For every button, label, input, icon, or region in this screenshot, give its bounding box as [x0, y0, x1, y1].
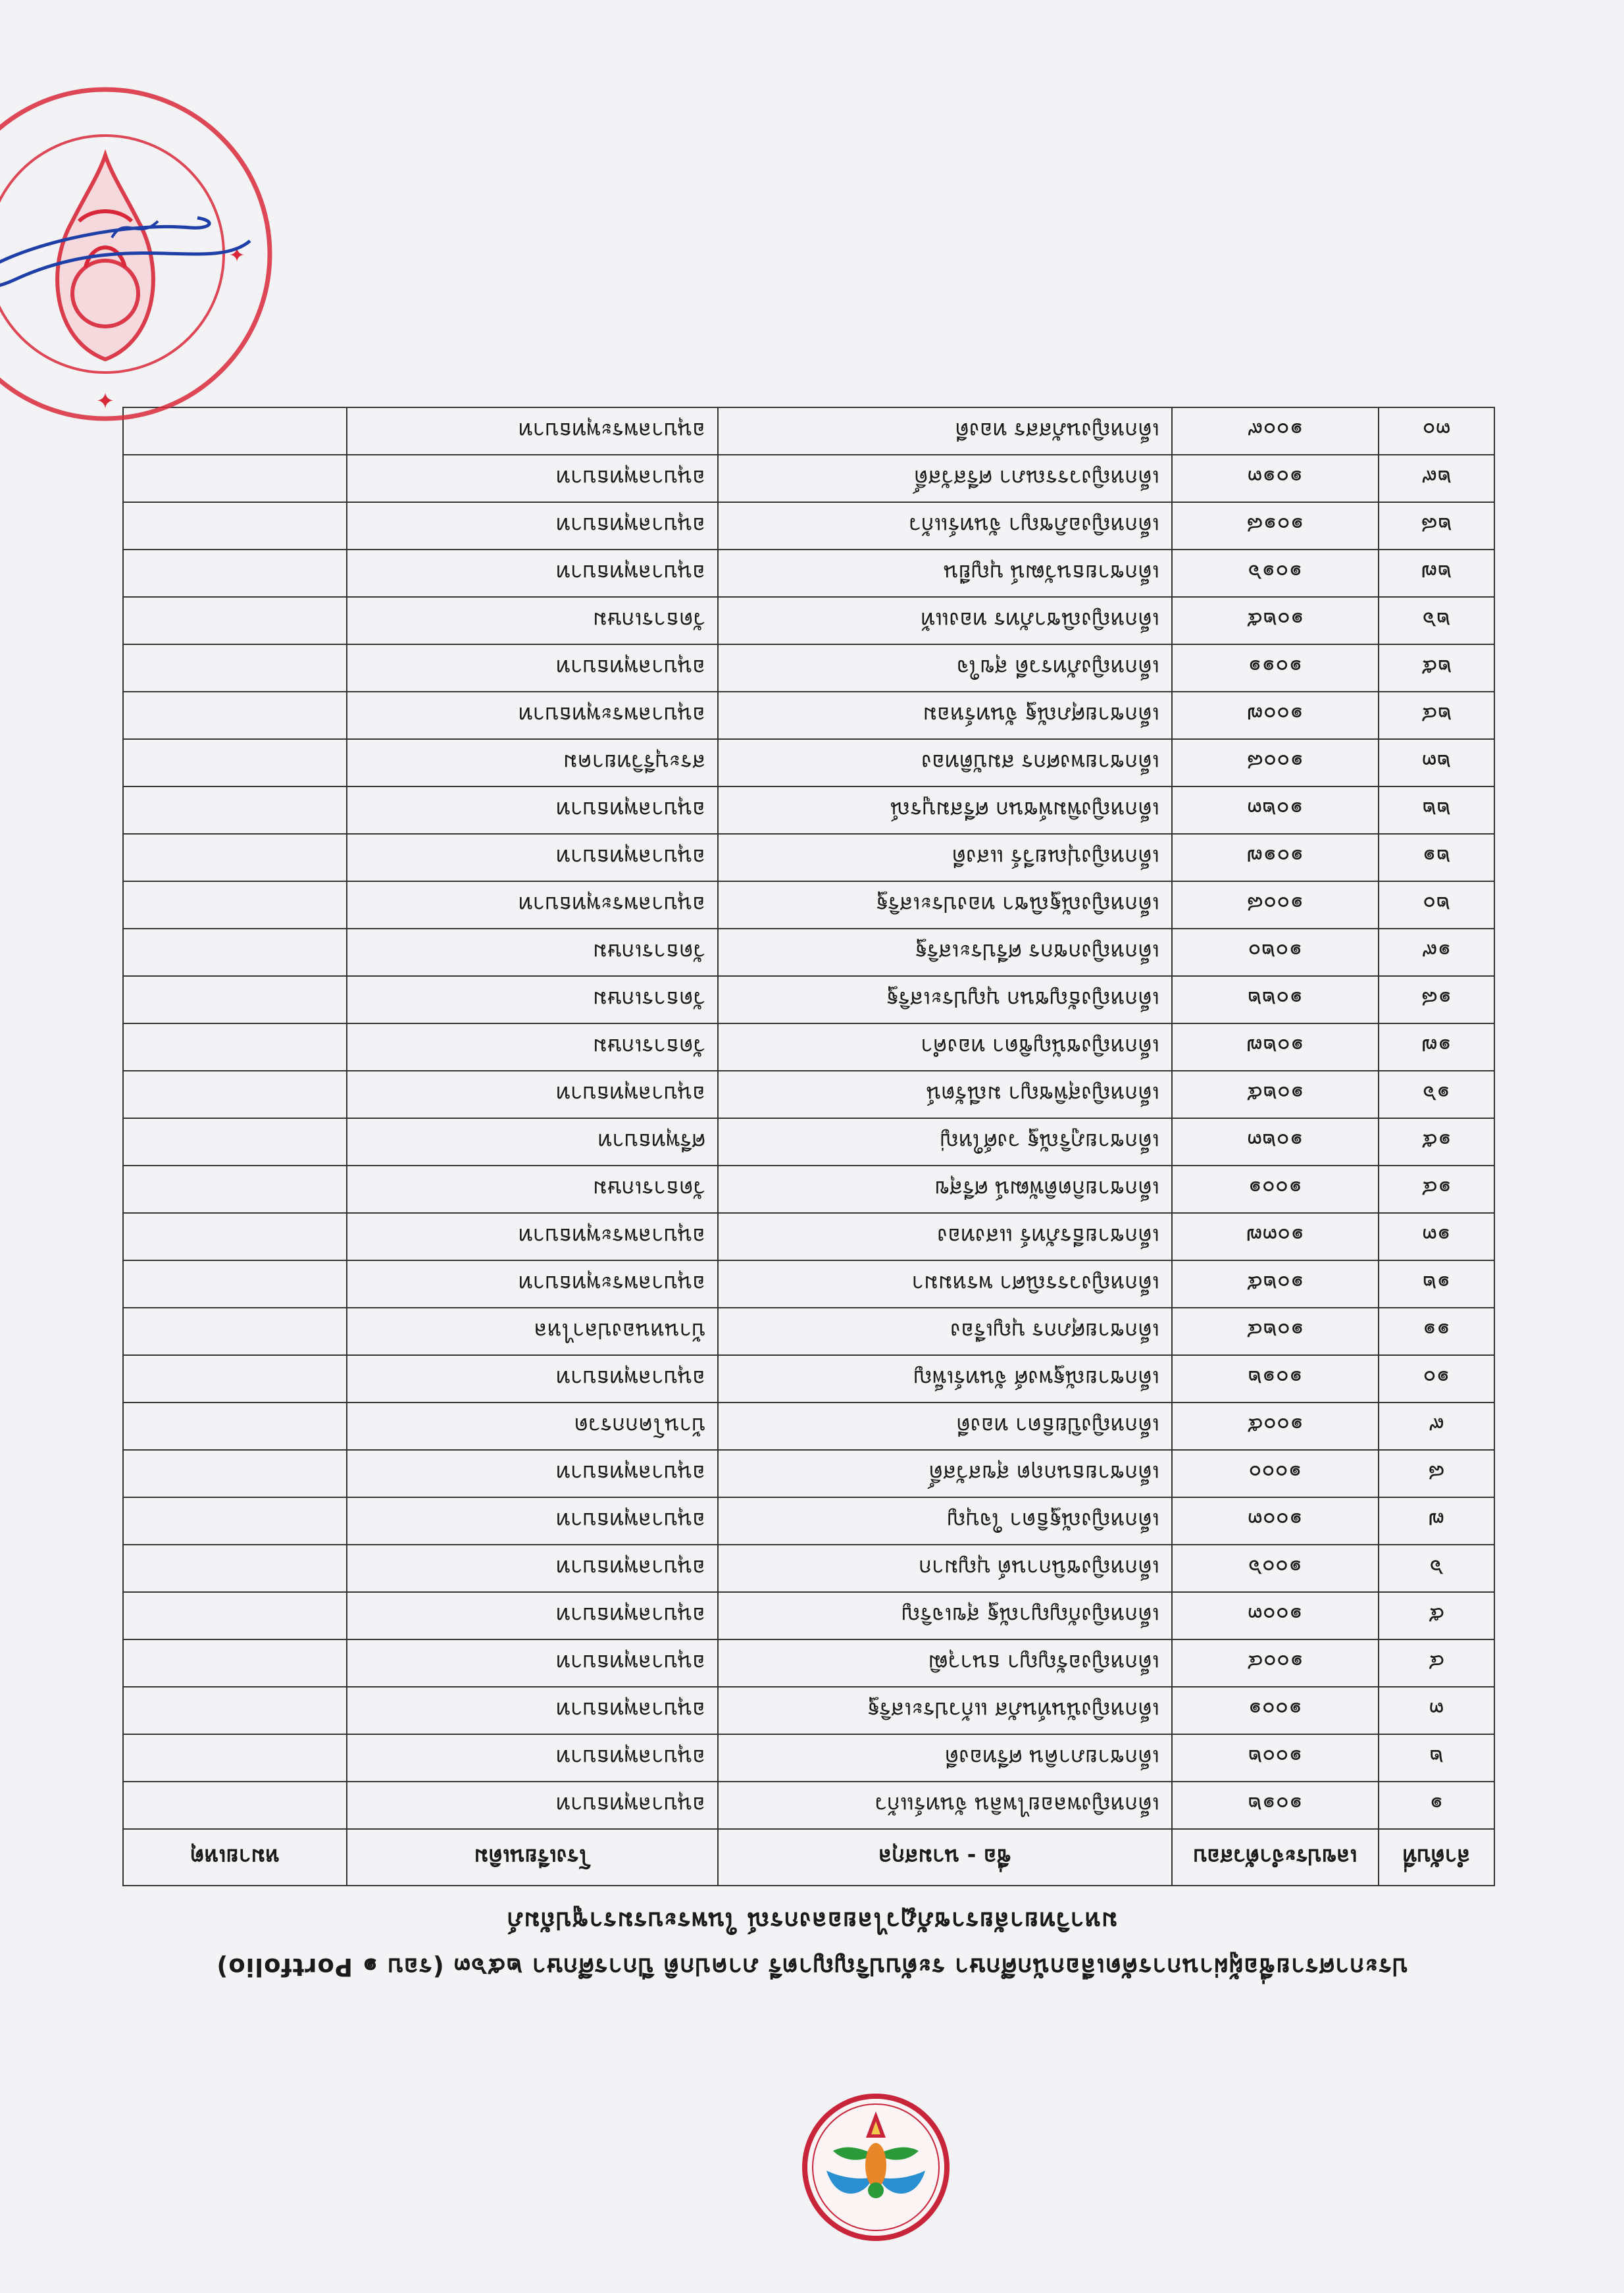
cell-school: วัดธารเกษม [347, 597, 718, 644]
cell-exam-id: ๑๐๒๓ [1172, 1118, 1379, 1166]
cell-note [123, 1308, 347, 1355]
cell-exam-id: ๑๐๐๘ [1172, 881, 1379, 929]
table-row [123, 1071, 1494, 1118]
cell-school: อนุบาลพุทธบาท [347, 1497, 718, 1545]
cell-name: เด็กหญิงธัญชนก บุญประเสริฐ [718, 976, 1172, 1023]
cell-no: ๒๙ [1379, 455, 1494, 502]
cell-name: เด็กชายภูริณัฐ วงศ์ใหญ่ [718, 1118, 1172, 1166]
table-row [123, 739, 1494, 786]
cell-no: ๒๗ [1379, 550, 1494, 597]
cell-no: ๑๔ [1379, 1166, 1494, 1213]
cell-exam-id: ๑๐๐๗ [1172, 692, 1379, 739]
cell-name: เด็กชายศุภกร บุญเรือง [718, 1308, 1172, 1355]
cell-name: เด็กหญิงชนิกานต์ บุญมาก [718, 1545, 1172, 1592]
table-row [123, 692, 1494, 739]
cell-note [123, 1166, 347, 1213]
cell-school: บ้านหนองปลาไหล [347, 1308, 718, 1355]
cell-school: อนุบาลพุทธบาท [347, 1450, 718, 1497]
cell-school: วัดธารเกษม [347, 1166, 718, 1213]
cell-school: อนุบาลพระพุทธบาท [347, 1213, 718, 1260]
page-title: ประกาศรายชื่อผู้ผ่านการคัดเลือกนักศึกษา ระดับปริญญาตรี ภาคปกติ ปีการศึกษา ๒๕๖๓ (รอบ ๑ Portfolio) [216, 1953, 1408, 1981]
cell-exam-id: ๑๐๒๕ [1172, 1071, 1379, 1118]
cell-note [123, 739, 347, 786]
svg-text:✦: ✦ [228, 242, 245, 265]
cell-note [123, 1497, 347, 1545]
cell-exam-id: ๑๐๒๗ [1172, 1023, 1379, 1071]
cell-name: เด็กหญิงชนัญชิดา ทองคำ [718, 1023, 1172, 1071]
cell-exam-id: ๑๐๒๓ [1172, 786, 1379, 834]
cell-exam-id: ๑๐๑๖ [1172, 550, 1379, 597]
table-row [123, 1403, 1494, 1450]
cell-exam-id: ๑๐๒๕ [1172, 597, 1379, 644]
cell-name: เด็กหญิงพลอยไพลิน จันทร์แก้ว [718, 1782, 1172, 1829]
cell-name: เด็กหญิงปิยธิดา ทองดี [718, 1403, 1172, 1450]
school-emblem-icon [800, 2092, 952, 2243]
cell-name: เด็กชายกิตติพัฒน์ ศรีสุข [718, 1166, 1172, 1213]
table-row [123, 1450, 1494, 1497]
cell-exam-id: ๑๐๒๔ [1172, 1308, 1379, 1355]
table-row [123, 1639, 1494, 1687]
cell-exam-id: ๑๐๐๒ [1172, 1734, 1379, 1782]
cell-exam-id: ๑๐๐๔ [1172, 1639, 1379, 1687]
cell-exam-id: ๑๐๓๗ [1172, 1213, 1379, 1260]
cell-no: ๒๔ [1379, 692, 1494, 739]
cell-no: ๒๓ [1379, 739, 1494, 786]
cell-no: ๒๐ [1379, 881, 1494, 929]
table-row [123, 881, 1494, 929]
cell-name: เด็กหญิงนันท์นภัส แก้วประเสริฐ [718, 1687, 1172, 1734]
cell-exam-id: ๑๐๐๘ [1172, 739, 1379, 786]
cell-note [123, 881, 347, 929]
column-header-name: ชื่อ - นามสกุล [718, 1829, 1172, 1886]
cell-note [123, 1403, 347, 1450]
table-row [123, 502, 1494, 550]
cell-exam-id: ๑๐๒๕ [1172, 1260, 1379, 1308]
cell-exam-id: ๑๐๐๙ [1172, 407, 1379, 455]
cell-no: ๙ [1379, 1403, 1494, 1450]
cell-exam-id: ๑๐๐๕ [1172, 1403, 1379, 1450]
column-header-note: หมายเหตุ [123, 1829, 347, 1886]
table-row [123, 1355, 1494, 1403]
cell-name: เด็กชายธีรภัทร์ แสงทอง [718, 1213, 1172, 1260]
cell-school: อนุบาลพุทธบาท [347, 786, 718, 834]
cell-name: เด็กหญิงณิชาภัทร ทองแท้ [718, 597, 1172, 644]
cell-school: อนุบาลพุทธบาท [347, 1639, 718, 1687]
table-row [123, 1497, 1494, 1545]
table-row [123, 1545, 1494, 1592]
column-header-exam-id: เลขประจำตัวสอบ [1172, 1829, 1379, 1886]
cell-no: ๒ [1379, 1734, 1494, 1782]
table-row [123, 1118, 1494, 1166]
cell-note [123, 1734, 347, 1782]
cell-exam-id: ๑๐๑๓ [1172, 455, 1379, 502]
cell-school: สระบุรีวิทยาคม [347, 739, 718, 786]
cell-no: ๑๒ [1379, 1260, 1494, 1308]
table-header-row [123, 1829, 1494, 1886]
cell-school: อนุบาลพุทธบาท [347, 1545, 718, 1592]
cell-name: เด็กหญิงพิมพ์ชนก ศรีสมบูรณ์ [718, 786, 1172, 834]
cell-note [123, 1450, 347, 1497]
cell-school: วัดธารเกษม [347, 976, 718, 1023]
cell-exam-id: ๑๐๐๑ [1172, 1166, 1379, 1213]
cell-no: ๑๕ [1379, 1118, 1494, 1166]
cell-school: อนุบาลพระพุทธบาท [347, 692, 718, 739]
cell-name: เด็กหญิงภัทรวดี สุขใจ [718, 644, 1172, 692]
cell-note [123, 786, 347, 834]
cell-school: อนุบาลพุทธบาท [347, 644, 718, 692]
cell-school: อนุบาลพระพุทธบาท [347, 881, 718, 929]
cell-note [123, 597, 347, 644]
cell-no: ๓๐ [1379, 407, 1494, 455]
cell-exam-id: ๑๐๐๐ [1172, 1450, 1379, 1497]
cell-note [123, 644, 347, 692]
column-header-school: โรงเรียนเดิม [347, 1829, 718, 1886]
cell-note [123, 834, 347, 881]
cell-exam-id: ๑๐๑๒ [1172, 1355, 1379, 1403]
student-list-table [122, 407, 1495, 1886]
cell-note [123, 1639, 347, 1687]
cell-name: เด็กชายณัฐพงศ์ จันทร์เพ็ญ [718, 1355, 1172, 1403]
cell-note [123, 1592, 347, 1639]
table-row [123, 1023, 1494, 1071]
table-row [123, 407, 1494, 455]
cell-name: เด็กหญิงกชกร ศรีประเสริฐ [718, 929, 1172, 976]
cell-name: เด็กหญิงปุณยวีร์ แสงดี [718, 834, 1172, 881]
cell-school: อนุบาลพุทธบาท [347, 1687, 718, 1734]
table-row [123, 597, 1494, 644]
column-header-no: ลำดับที่ [1379, 1829, 1494, 1886]
cell-exam-id: ๑๐๐๓ [1172, 1497, 1379, 1545]
table-row [123, 1308, 1494, 1355]
cell-name: เด็กหญิงณัฐณิชา ทองประเสริฐ [718, 881, 1172, 929]
cell-no: ๑๑ [1379, 1308, 1494, 1355]
cell-school: อนุบาลพุทธบาท [347, 1071, 718, 1118]
cell-name: เด็กชายธนกฤต สุขสวัสดิ์ [718, 1450, 1172, 1497]
cell-note [123, 1071, 347, 1118]
cell-no: ๗ [1379, 1497, 1494, 1545]
table-row [123, 1166, 1494, 1213]
cell-exam-id: ๑๐๒๐ [1172, 929, 1379, 976]
cell-note [123, 976, 347, 1023]
cell-exam-id: ๑๐๒๒ [1172, 976, 1379, 1023]
cell-school: อนุบาลพุทธบาท [347, 502, 718, 550]
cell-no: ๑๓ [1379, 1213, 1494, 1260]
table-row [123, 1260, 1494, 1308]
cell-school: ศรีพุทธบาท [347, 1118, 718, 1166]
cell-no: ๔ [1379, 1639, 1494, 1687]
cell-school: อนุบาลพุทธบาท [347, 550, 718, 597]
cell-no: ๑๙ [1379, 929, 1494, 976]
cell-school: บ้านโคกกรวด [347, 1403, 718, 1450]
cell-exam-id: ๑๐๑๗ [1172, 834, 1379, 881]
cell-name: เด็กหญิงกัญญาณัฐ สุขเจริญ [718, 1592, 1172, 1639]
table-row [123, 1213, 1494, 1260]
cell-no: ๒๕ [1379, 644, 1494, 692]
cell-note [123, 1023, 347, 1071]
cell-note [123, 929, 347, 976]
cell-school: อนุบาลพุทธบาท [347, 1782, 718, 1829]
cell-note [123, 550, 347, 597]
cell-exam-id: ๑๐๐๓ [1172, 1592, 1379, 1639]
cell-name: เด็กหญิงนภัสสร ทองดี [718, 407, 1172, 455]
cell-name: เด็กหญิงอภิชญา จันทร์แก้ว [718, 502, 1172, 550]
table-row [123, 786, 1494, 834]
cell-note [123, 502, 347, 550]
cell-no: ๖ [1379, 1545, 1494, 1592]
cell-name: เด็กหญิงณัฐธิดา ใจบุญ [718, 1497, 1172, 1545]
cell-note [123, 455, 347, 502]
cell-school: อนุบาลพุทธบาท [347, 834, 718, 881]
cell-school: อนุบาลพระพุทธบาท [347, 1260, 718, 1308]
cell-no: ๑๖ [1379, 1071, 1494, 1118]
cell-note [123, 1782, 347, 1829]
table-row [123, 1782, 1494, 1829]
cell-name: เด็กหญิงวรรณิศา พรหมมา [718, 1260, 1172, 1308]
cell-school: วัดธารเกษม [347, 1023, 718, 1071]
cell-no: ๑๐ [1379, 1355, 1494, 1403]
cell-school: อนุบาลพุทธบาท [347, 455, 718, 502]
table-row [123, 1592, 1494, 1639]
official-seal-icon [0, 70, 290, 438]
table-row [123, 1734, 1494, 1782]
cell-no: ๒๖ [1379, 597, 1494, 644]
cell-exam-id: ๑๐๑๘ [1172, 502, 1379, 550]
table-row [123, 976, 1494, 1023]
table-row [123, 834, 1494, 881]
cell-exam-id: ๑๐๑๒ [1172, 1782, 1379, 1829]
cell-no: ๓ [1379, 1687, 1494, 1734]
cell-school: วัดธารเกษม [347, 929, 718, 976]
cell-note [123, 1260, 347, 1308]
cell-no: ๕ [1379, 1592, 1494, 1639]
cell-note [123, 1687, 347, 1734]
cell-note [123, 1355, 347, 1403]
cell-no: ๒๘ [1379, 502, 1494, 550]
cell-no: ๒๑ [1379, 834, 1494, 881]
cell-name: เด็กชายศุภณัฐ จันทร์หอม [718, 692, 1172, 739]
cell-no: ๑๗ [1379, 1023, 1494, 1071]
table-row [123, 455, 1494, 502]
cell-exam-id: ๑๐๑๑ [1172, 644, 1379, 692]
cell-no: ๘ [1379, 1450, 1494, 1497]
table-row [123, 550, 1494, 597]
page-subtitle: มหาวิทยาลัยราชภัฏวไลยอลงกรณ์ ในพระบรมราชูปถัมภ์ [506, 1907, 1118, 1935]
cell-name: เด็กชายพงศกร สมบัติทอง [718, 739, 1172, 786]
cell-school: อนุบาลพุทธบาท [347, 1355, 718, 1403]
table-row [123, 929, 1494, 976]
cell-name: เด็กชายภาคิน ศรีทองดี [718, 1734, 1172, 1782]
cell-school: อนุบาลพุทธบาท [347, 1592, 718, 1639]
cell-exam-id: ๑๐๐๖ [1172, 1545, 1379, 1592]
table-row [123, 1687, 1494, 1734]
cell-no: ๒๒ [1379, 786, 1494, 834]
svg-text:✦: ✦ [95, 386, 115, 413]
cell-no: ๑๘ [1379, 976, 1494, 1023]
cell-note [123, 1545, 347, 1592]
cell-no: ๑ [1379, 1782, 1494, 1829]
table-row [123, 644, 1494, 692]
cell-note [123, 692, 347, 739]
cell-name: เด็กชายธนวัฒน์ บุญยืน [718, 550, 1172, 597]
cell-school: อนุบาลพระพุทธบาท [347, 407, 718, 455]
cell-name: เด็กหญิงสุพิชญา มณีรัตน์ [718, 1071, 1172, 1118]
cell-name: เด็กหญิงอรัญญา ธนาวุฒิ [718, 1639, 1172, 1687]
cell-note [123, 1213, 347, 1260]
cell-note [123, 1118, 347, 1166]
cell-school: อนุบาลพุทธบาท [347, 1734, 718, 1782]
cell-exam-id: ๑๐๐๑ [1172, 1687, 1379, 1734]
cell-name: เด็กหญิงวรรณภา ศรีสวัสดิ์ [718, 455, 1172, 502]
